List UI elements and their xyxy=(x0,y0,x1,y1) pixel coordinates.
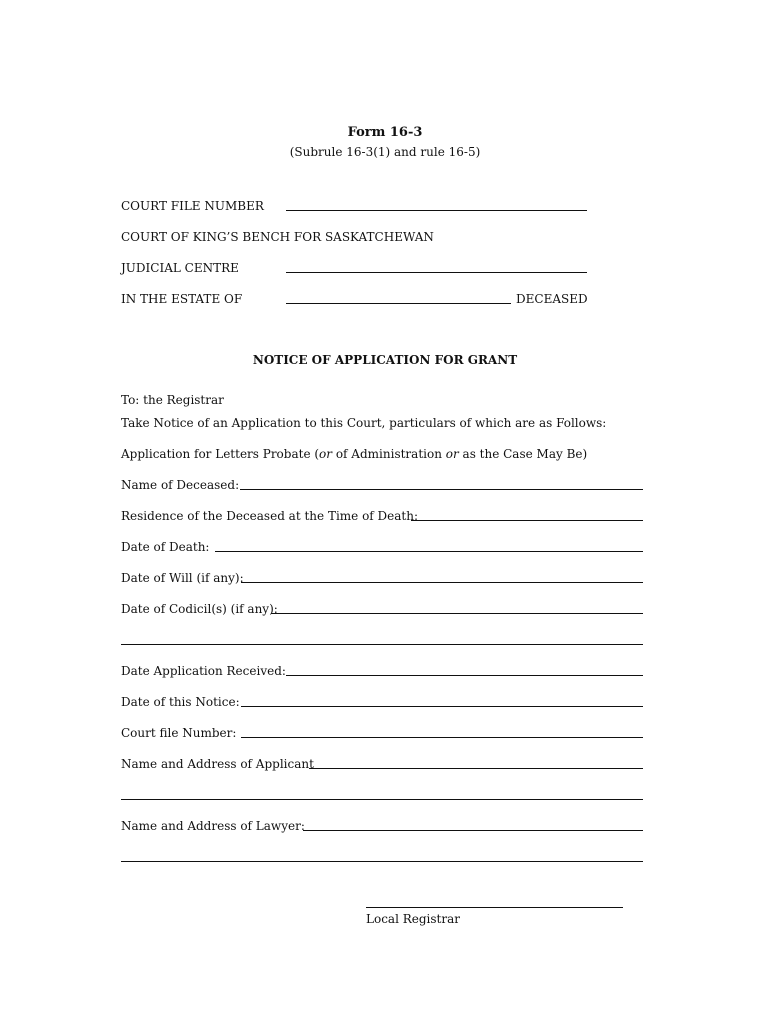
applicant-label: Name and Address of Applicant xyxy=(121,757,314,771)
court-file-number-entry[interactable] xyxy=(241,737,643,738)
application-type-prefix: Application for Letters Probate ( xyxy=(121,447,320,461)
codicils-continuation-field[interactable] xyxy=(121,644,643,645)
to-registrar: To: the Registrar xyxy=(121,393,224,407)
court-file-number-label: COURT FILE NUMBER xyxy=(121,199,264,213)
date-of-codicils-label: Date of Codicil(s) (if any): xyxy=(121,602,278,616)
lawyer-label: Name and Address of Lawyer: xyxy=(121,819,305,833)
applicant-field[interactable] xyxy=(309,768,643,769)
deceased-label: DECEASED xyxy=(516,292,588,306)
application-type-middle: of Administration xyxy=(332,447,446,461)
name-of-deceased-field[interactable] xyxy=(240,489,643,490)
court-file-number-field[interactable] xyxy=(286,210,587,211)
lawyer-continuation-field[interactable] xyxy=(121,861,643,862)
date-application-received-field[interactable] xyxy=(286,675,643,676)
application-type-suffix: as the Case May Be) xyxy=(458,447,588,461)
date-application-received-label: Date Application Received: xyxy=(121,664,286,678)
judicial-centre-label: JUDICIAL CENTRE xyxy=(121,261,239,275)
date-of-death-label: Date of Death: xyxy=(121,540,210,554)
date-of-notice-field[interactable] xyxy=(241,706,643,707)
court-name: COURT OF KING’S BENCH FOR SASKATCHEWAN xyxy=(121,230,434,244)
residence-field[interactable] xyxy=(411,520,643,521)
form-title: Form 16-3 xyxy=(347,125,423,140)
estate-label: IN THE ESTATE OF xyxy=(121,292,243,306)
registrar-signature-field[interactable] xyxy=(366,907,623,908)
application-type-or-second: or xyxy=(445,447,459,461)
name-of-deceased-label: Name of Deceased: xyxy=(121,478,240,492)
take-notice-text: Take Notice of an Application to this Court, particulars of which are as Follows: xyxy=(121,416,607,430)
court-file-number-field-label: Court file Number: xyxy=(121,726,237,740)
date-of-codicils-field[interactable] xyxy=(271,613,643,614)
residence-label: Residence of the Deceased at the Time of Death: xyxy=(121,509,419,523)
date-of-notice-label: Date of this Notice: xyxy=(121,695,240,709)
date-of-will-field[interactable] xyxy=(241,582,643,583)
applicant-continuation-field[interactable] xyxy=(121,799,643,800)
judicial-centre-field[interactable] xyxy=(286,272,587,273)
application-type xyxy=(121,447,587,461)
notice-title: NOTICE OF APPLICATION FOR GRANT xyxy=(252,353,518,367)
estate-name-field[interactable] xyxy=(286,303,511,304)
lawyer-field[interactable] xyxy=(303,830,643,831)
date-of-will-label: Date of Will (if any): xyxy=(121,571,244,585)
application-type-or: or xyxy=(319,447,333,461)
local-registrar-label: Local Registrar xyxy=(366,912,460,926)
form-subtitle: (Subrule 16-3(1) and rule 16-5) xyxy=(289,145,481,159)
date-of-death-field[interactable] xyxy=(215,551,643,552)
